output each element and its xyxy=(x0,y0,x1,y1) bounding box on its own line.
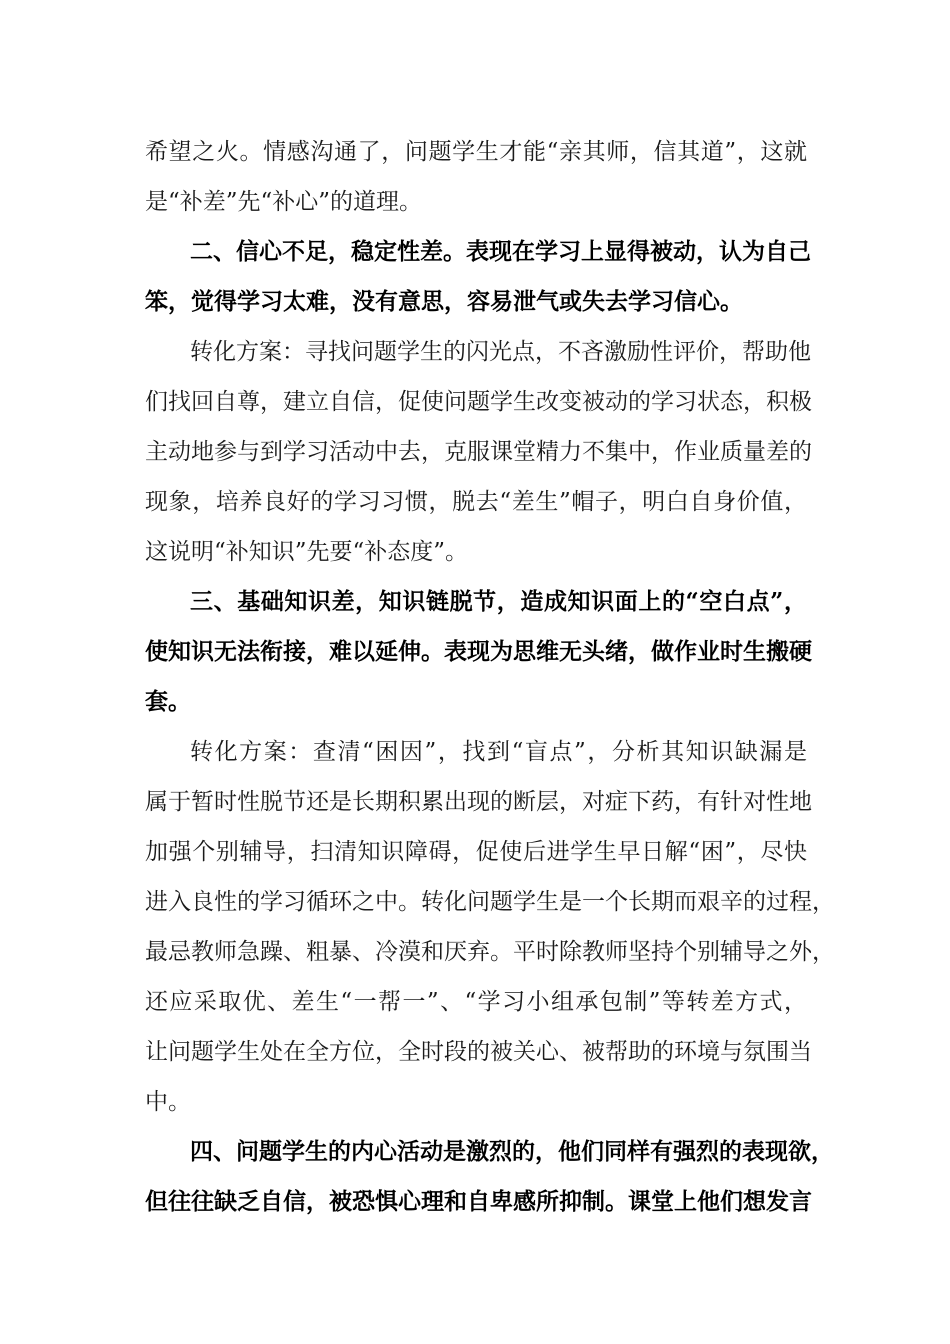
text-line: 转化方案：寻找问题学生的闪光点，不吝激励性评价，帮助他 xyxy=(190,339,811,365)
text-line: 主动地参与到学习活动中去，克服课堂精力不集中，作业质量差的 xyxy=(145,439,812,465)
section-heading-line: 四、问题学生的内心活动是激烈的，他们同样有强烈的表现欲， xyxy=(190,1138,834,1165)
section-heading-line: 三、基础知识差，知识链脱节，造成知识面上的“空白点”， xyxy=(190,588,807,615)
section-heading-line: 笨，觉得学习太难，没有意思，容易泄气或失去学习信心。 xyxy=(145,288,743,315)
text-line: 加强个别辅导，扫清知识障碍，促使后进学生早日解“困”，尽快 xyxy=(145,839,807,865)
text-line: 转化方案：查清“困因”，找到“盲点”，分析其知识缺漏是 xyxy=(190,739,807,765)
text-line: 们找回自尊，建立自信，促使问题学生改变被动的学习状态，积极 xyxy=(145,389,812,415)
text-line: 中。 xyxy=(145,1089,191,1115)
text-line: 这说明“补知识”先要“补态度”。 xyxy=(145,539,469,565)
text-line: 进入良性的学习循环之中。转化问题学生是一个长期而艰辛的过程， xyxy=(145,889,835,915)
section-heading-line: 但往往缺乏自信，被恐惧心理和自卑感所抑制。课堂上他们想发言 xyxy=(145,1188,812,1215)
text-line: 让问题学生处在全方位，全时段的被关心、被帮助的环境与氛围当 xyxy=(145,1039,812,1065)
text-line: 还应采取优、差生“一帮一”、“学习小组承包制”等转差方式， xyxy=(145,989,807,1015)
text-line: 最忌教师急躁、粗暴、冷漠和厌弃。平时除教师坚持个别辅导之外， xyxy=(145,939,835,965)
text-line: 属于暂时性脱节还是长期积累出现的断层，对症下药，有针对性地 xyxy=(145,789,812,815)
text-line: 是“补差”先“补心”的道理。 xyxy=(145,189,423,215)
section-heading-line: 套。 xyxy=(145,688,191,715)
section-heading-line: 二、信心不足，稳定性差。表现在学习上显得被动，认为自己 xyxy=(190,238,811,265)
text-line: 现象，培养良好的学习习惯，脱去“差生”帽子，明白自身价值， xyxy=(145,489,807,515)
section-heading-line: 使知识无法衔接，难以延伸。表现为思维无头绪，做作业时生搬硬 xyxy=(145,638,812,665)
text-line: 希望之火。情感沟通了，问题学生才能“亲其师，信其道”，这就 xyxy=(145,139,807,165)
